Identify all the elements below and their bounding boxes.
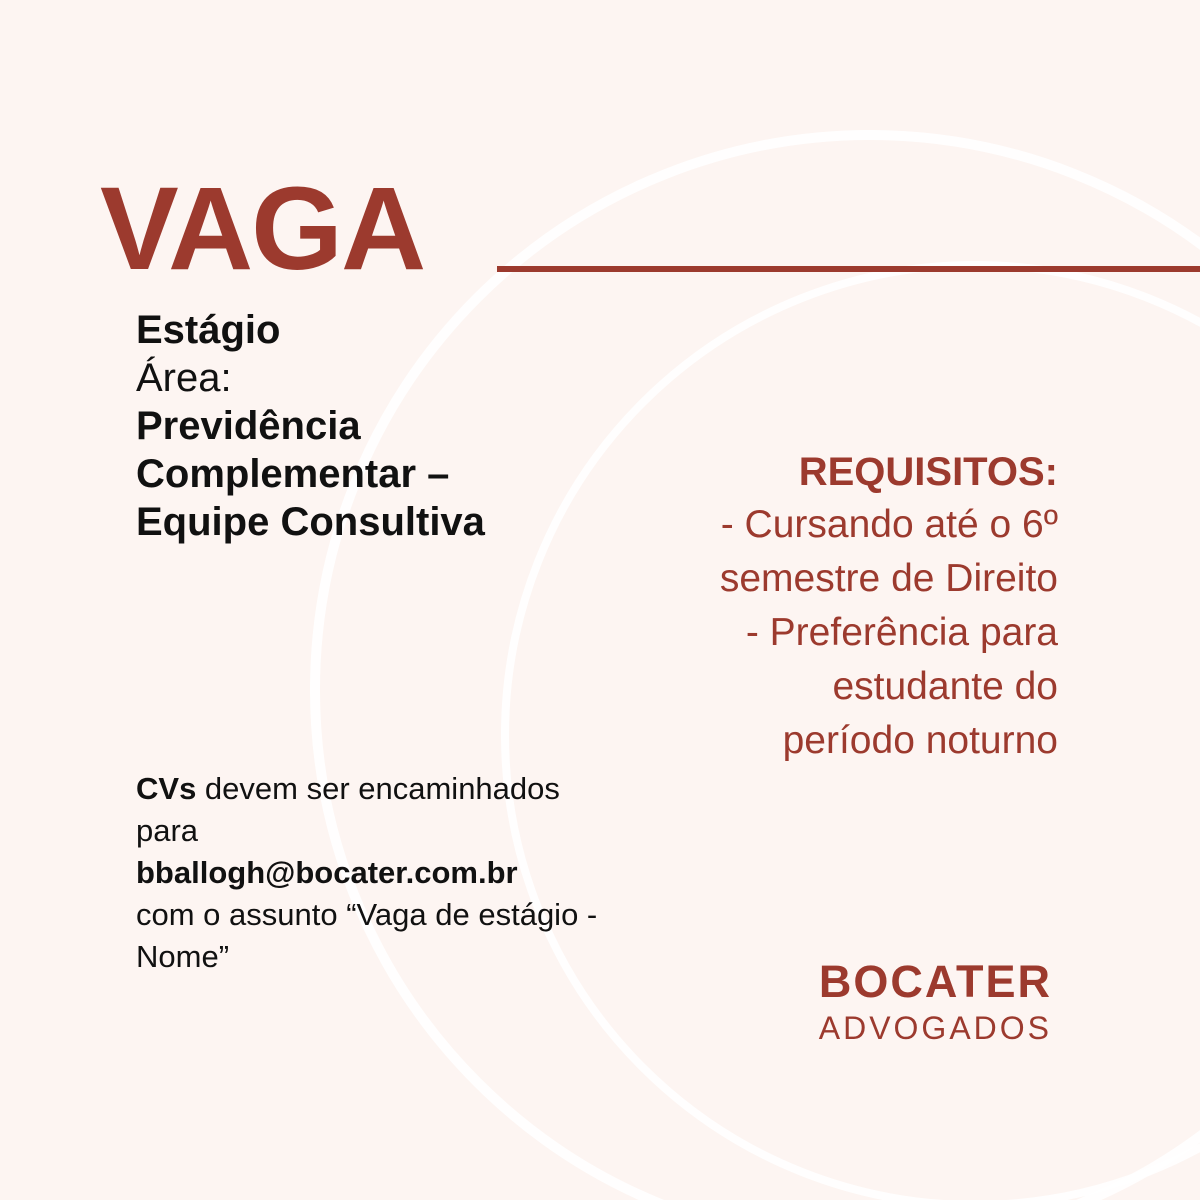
area-label: Área: xyxy=(136,356,232,400)
requirements-title: REQUISITOS: xyxy=(798,450,1058,494)
contact-block xyxy=(136,768,606,978)
contact-text-1: devem ser encaminhados para xyxy=(136,771,560,848)
area-line-3: Equipe Consultiva xyxy=(136,500,485,544)
area-line-2: Complementar – xyxy=(136,452,450,496)
requirements-block xyxy=(598,446,1058,768)
requirement-line: - Cursando até o 6º xyxy=(720,503,1058,546)
position-type: Estágio xyxy=(136,308,281,352)
requirement-line: semestre de Direito xyxy=(719,557,1058,600)
contact-email[interactable]: bballogh@bocater.com.br xyxy=(136,855,518,890)
requirement-line: período noturno xyxy=(782,719,1058,762)
requirement-line: - Preferência para xyxy=(745,611,1058,654)
cvs-label: CVs xyxy=(136,771,197,806)
headline-title: VAGA xyxy=(100,163,425,295)
contact-text-2: com o assunto “Vaga de estágio - Nome” xyxy=(136,897,598,974)
brand-name: BOCATER xyxy=(818,956,1052,1007)
requirement-line: estudante do xyxy=(832,665,1058,708)
position-block xyxy=(136,306,596,546)
brand-logo xyxy=(819,956,1052,1048)
brand-subtitle: ADVOGADOS xyxy=(818,1010,1052,1046)
headline-divider xyxy=(497,266,1200,272)
area-line-1: Previdência xyxy=(136,404,361,448)
